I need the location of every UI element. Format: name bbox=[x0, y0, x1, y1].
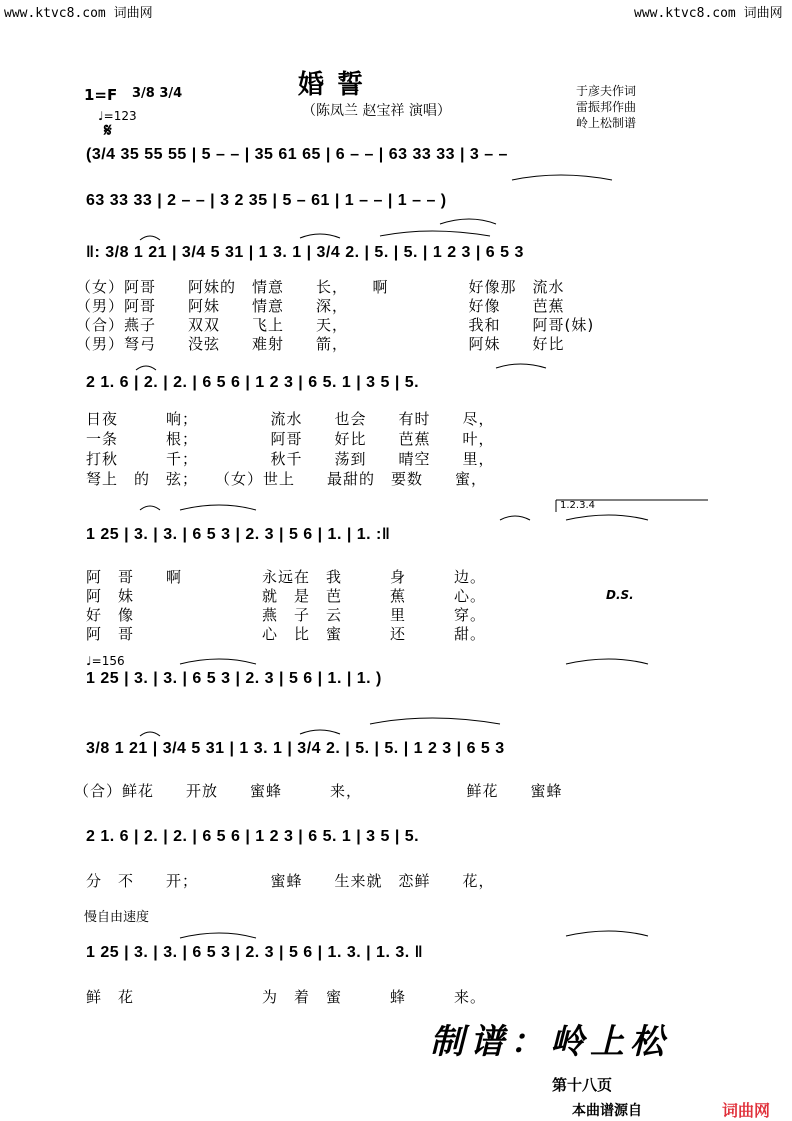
watermark-left: www.ktvc8.com 词曲网 bbox=[4, 6, 153, 21]
score-row-7: 3/8 1 21 | 3/4 5 31 | 1 3. 1 | 3/4 2. | 5. | 5. | 1 2 3 | 6 5 3 bbox=[86, 740, 505, 757]
tempo-marking-2: ♩=156 bbox=[86, 654, 125, 668]
key-signature: 1=F bbox=[84, 86, 118, 104]
slur bbox=[566, 931, 648, 936]
slur bbox=[566, 659, 648, 664]
lyric-line: 分 不 开； 蜜蜂 生来就 恋鲜 花， bbox=[86, 872, 495, 890]
slur bbox=[136, 366, 156, 370]
slur bbox=[566, 515, 648, 520]
slur bbox=[496, 364, 546, 368]
lyric-line: 一条 根； 阿哥 好比 芭蕉 叶， bbox=[86, 430, 495, 448]
volta-label: 1.2.3.4 bbox=[560, 500, 595, 511]
score-row-9: 1 25 | 3. | 3. | 6 5 3 | 2. 3 | 5 6 | 1. 3. | 1. 3. ‖ bbox=[86, 944, 424, 961]
lyric-line: 阿 哥 啊 永远在 我 身 边。 bbox=[86, 568, 487, 586]
score-row-8: 2 1. 6 | 2. | 2. | 6 5 6 | 1 2 3 | 6 5. 1 | 3 5 | 5. bbox=[86, 828, 420, 845]
slur bbox=[380, 231, 490, 236]
lyric-line: 日夜 响； 流水 也会 有时 尽， bbox=[86, 410, 495, 428]
slur bbox=[180, 659, 256, 664]
source-label: 本曲谱源自 bbox=[572, 1103, 642, 1119]
lyric-line: （男）阿哥 阿妹 情意 深， 好像 芭蕉 bbox=[76, 297, 565, 315]
slur bbox=[140, 236, 160, 240]
dal-segno-mark: D.S. bbox=[606, 588, 634, 602]
score-row-4: 2 1. 6 | 2. | 2. | 6 5 6 | 1 2 3 | 6 5. 1 | 3 5 | 5. bbox=[86, 374, 420, 391]
slur bbox=[300, 730, 340, 734]
lyric-line: （合）燕子 双双 飞上 天， 我和 阿哥(妹) bbox=[76, 316, 595, 334]
lyric-line: 好 像 燕 子 云 里 穿。 bbox=[86, 606, 487, 624]
song-title: 婚 誓 bbox=[298, 70, 366, 100]
score-row-1: (3/4 35 55 55 | 5 – – | 35 61 65 | 6 – – | 63 33 33 | 3 – – bbox=[86, 146, 508, 163]
tempo-marking: ♩=123 bbox=[98, 109, 137, 123]
lyric-line: （合）鲜花 开放 蜜蜂 来， 鲜花 蜜蜂 bbox=[74, 782, 563, 800]
credit-composer: 雷振邦作曲 bbox=[576, 100, 637, 114]
slur bbox=[140, 506, 160, 510]
slur bbox=[180, 505, 256, 510]
slur bbox=[512, 175, 612, 180]
volta-bracket bbox=[556, 500, 708, 512]
slur bbox=[500, 516, 530, 520]
score-row-3: ‖: 3/8 1 21 | 3/4 5 31 | 1 3. 1 | 3/4 2. | 5. | 5. | 1 2 3 | 6 5 3 bbox=[86, 244, 524, 261]
lyric-line: （男）弩弓 没弦 难射 箭， 阿妹 好比 bbox=[76, 335, 565, 353]
lyric-line: 弩上 的 弦； （女）世上 最甜的 要数 蜜， bbox=[86, 470, 488, 488]
lyric-line: 阿 哥 心 比 蜜 还 甜。 bbox=[86, 625, 487, 643]
free-tempo-direction: 慢自由速度 bbox=[84, 910, 150, 925]
credit-lyricist: 于彦夫作词 bbox=[576, 84, 637, 98]
segno-sign: 𝄋 bbox=[104, 120, 112, 141]
lyric-line: 阿 妹 就 是 芭 蕉 心。 bbox=[86, 587, 487, 605]
score-row-5: 1 25 | 3. | 3. | 6 5 3 | 2. 3 | 5 6 | 1. | 1. :‖ bbox=[86, 526, 391, 543]
slur bbox=[370, 718, 500, 724]
lyric-line: （女）阿哥 阿妹的 情意 长， 啊 好像那 流水 bbox=[76, 278, 565, 296]
lyric-line: 打秋 千； 秋千 荡到 晴空 里， bbox=[86, 450, 495, 468]
watermark-right: www.ktvc8.com 词曲网 bbox=[634, 6, 783, 21]
transcriber-stamp: 制谱：岭上松 bbox=[430, 1022, 670, 1062]
slur bbox=[140, 732, 160, 736]
slur bbox=[180, 933, 256, 938]
credit-transcriber: 岭上松制谱 bbox=[576, 116, 637, 130]
performers: （陈凤兰 赵宝祥 演唱） bbox=[302, 103, 451, 119]
time-signature: 3/8 3/4 bbox=[132, 86, 183, 101]
brand-logo: 词曲网 bbox=[722, 1101, 771, 1120]
slur bbox=[300, 234, 340, 238]
lyric-line: 鲜 花 为 着 蜜 蜂 来。 bbox=[86, 988, 487, 1006]
score-row-6: 1 25 | 3. | 3. | 6 5 3 | 2. 3 | 5 6 | 1. | 1. ) bbox=[86, 670, 382, 687]
score-row-2: 63 33 33 | 2 – – | 3 2 35 | 5 – 61 | 1 – – | 1 – – ) bbox=[86, 192, 447, 209]
page-number: 第十八页 bbox=[552, 1076, 613, 1094]
slur bbox=[440, 219, 496, 224]
